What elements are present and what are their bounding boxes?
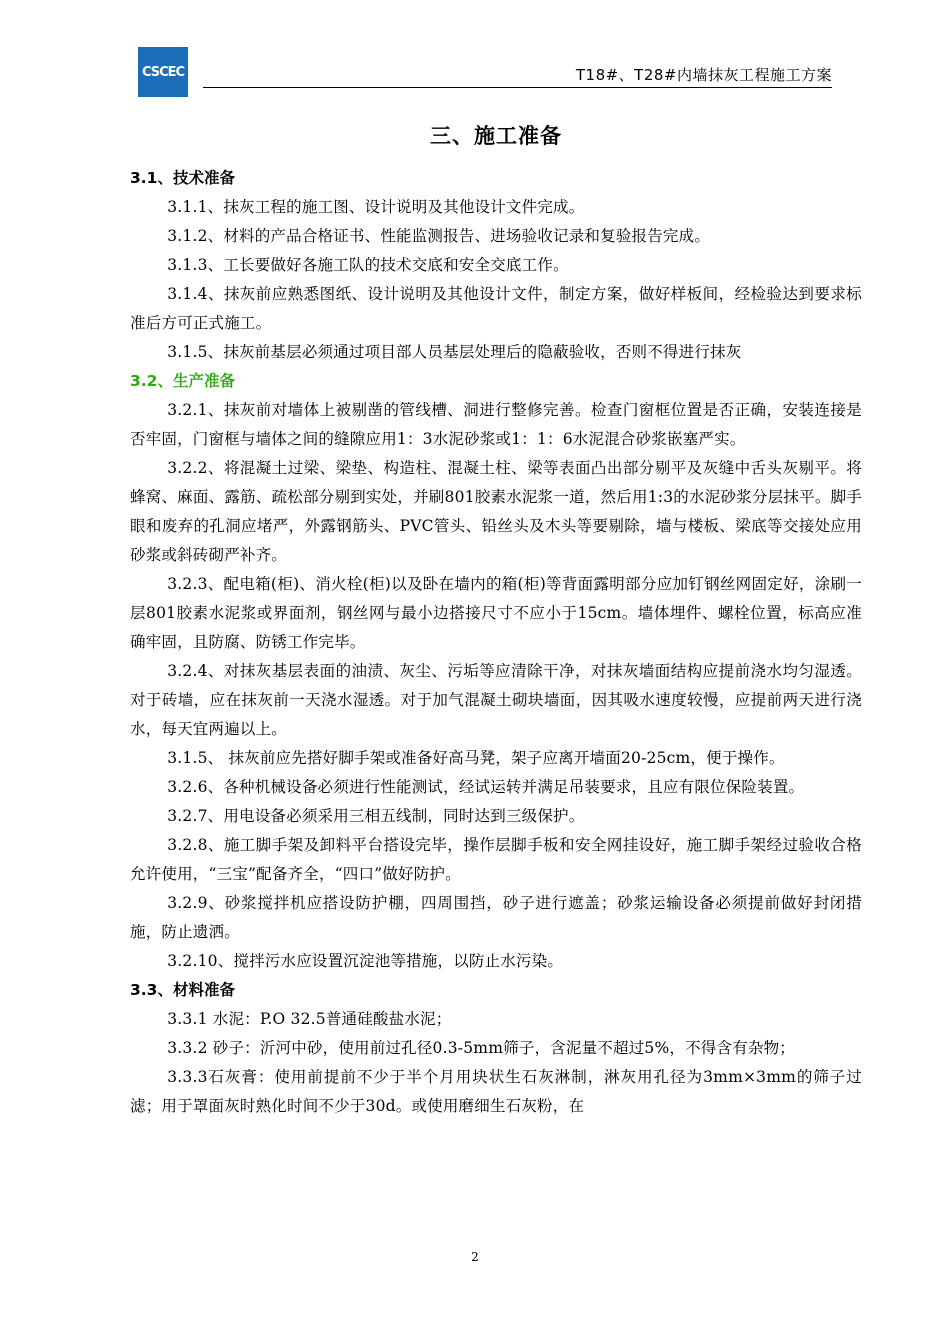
- paragraph: 3.2.9、砂浆搅拌机应搭设防护棚，四周围挡，砂子进行遮盖；砂浆运输设备必须提前做好封闭措施，防止遗洒。: [130, 894, 862, 941]
- paragraph: 3.2.3、配电箱(柜)、消火栓(柜)以及卧在墙内的箱(柜)等背面露明部分应加钉钢丝网固定好，涂刷一层801胶素水泥浆或界面剂，钢丝网与最小边搭接尺寸不应小于15cm。墙体埋件、螺栓位置，标高应准确牢固，且防腐、防锈工作完毕。: [130, 575, 862, 651]
- paragraph: 3.3.1 水泥：P.O 32.5普通硅酸盐水泥；: [167, 1010, 452, 1028]
- paragraph: 3.1.3、工长要做好各施工队的技术交底和安全交底工作。: [167, 256, 569, 274]
- document-body: [130, 120, 862, 1121]
- section-heading-materials: 3.3、材料准备: [130, 981, 235, 999]
- paragraph: 3.2.4、对抹灰基层表面的油渍、灰尘、污垢等应清除干净，对抹灰墙面结构应提前浇水均匀湿透。对于砖墙，应在抹灰前一天浇水湿透。对于加气混凝土砌块墙面，因其吸水速度较慢，应提前两天进行浇水，每天宜两遍以上。: [130, 662, 862, 738]
- paragraph: 3.1.2、材料的产品合格证书、性能监测报告、进场验收记录和复验报告完成。: [167, 227, 711, 245]
- paragraph: 3.1.5、抹灰前基层必须通过项目部人员基层处理后的隐蔽验收，否则不得进行抹灰: [167, 343, 742, 361]
- paragraph: 3.2.2、将混凝土过梁、梁垫、构造柱、混凝土柱、梁等表面凸出部分剔平及灰缝中舌头灰剔平。将蜂窝、麻面、露筋、疏松部分剔到实处，并刷801胶素水泥浆一道，然后用1:3的水泥砂浆分层抹平。脚手眼和废弃的孔洞应堵严，外露钢筋头、PVC管头、铅丝头及木头等要剔除，墙与楼板、梁底等交接处应用砂浆或斜砖砌严补齐。: [130, 459, 862, 564]
- paragraph: 3.1.1、抹灰工程的施工图、设计说明及其他设计文件完成。: [167, 198, 585, 216]
- paragraph: 3.2.10、搅拌污水应设置沉淀池等措施，以防止水污染。: [167, 952, 564, 970]
- header-title: T18#、T28#内墙抹灰工程施工方案: [575, 66, 832, 84]
- paragraph: 3.1.4、抹灰前应熟悉图纸、设计说明及其他设计文件，制定方案，做好样板间，经检验达到要求标准后方可正式施工。: [130, 285, 862, 332]
- logo-text: CSCEC: [141, 64, 185, 80]
- paragraph: 3.2.6、各种机械设备必须进行性能测试，经试运转并满足吊装要求，且应有限位保险装置。: [167, 778, 805, 796]
- header-divider: [203, 87, 832, 88]
- page-number: 2: [471, 1250, 479, 1264]
- section-heading-tech: 3.1、技术准备: [130, 169, 235, 187]
- paragraph: 3.3.2 砂子：沂河中砂，使用前过孔径0.3-5mm筛子，含泥量不超过5%，不得含有杂物；: [167, 1039, 795, 1057]
- paragraph: 3.2.1、抹灰前对墙体上被剔凿的管线槽、洞进行整修完善。检查门窗框位置是否正确，安装连接是否牢固，门窗框与墙体之间的缝隙应用1：3水泥砂浆或1：1：6水泥混合砂浆嵌塞严实。: [130, 401, 862, 448]
- paragraph: 3.1.5、 抹灰前应先搭好脚手架或准备好高马凳，架子应离开墙面20-25cm，便于操作。: [167, 749, 785, 767]
- page-title: 三、施工准备: [430, 124, 562, 148]
- company-logo: [138, 47, 188, 97]
- paragraph: 3.3.3石灰膏：使用前提前不少于半个月用块状生石灰淋制，淋灰用孔径为3mm×3mm的筛子过滤；用于罩面灰时熟化时间不少于30d。或使用磨细生石灰粉，在: [130, 1068, 862, 1115]
- paragraph: 3.2.7、用电设备必须采用三相五线制，同时达到三级保护。: [167, 807, 585, 825]
- section-heading-production: 3.2、生产准备: [130, 372, 235, 390]
- paragraph: 3.2.8、施工脚手架及卸料平台搭设完毕，操作层脚手板和安全网挂设好，施工脚手架经过验收合格允许使用，“三宝”配备齐全，“四口”做好防护。: [130, 836, 862, 883]
